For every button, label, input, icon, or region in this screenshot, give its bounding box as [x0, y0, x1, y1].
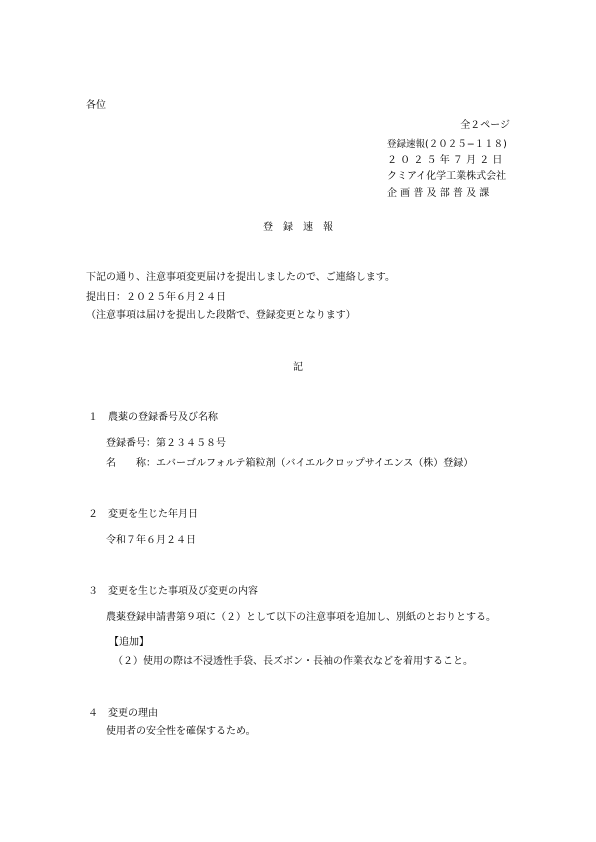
addition-tag: 【追加】: [109, 637, 149, 648]
section-heading: 変更の理由: [108, 708, 158, 719]
ki-heading: 記: [293, 362, 303, 373]
document-title: 登 録 速 報: [263, 222, 333, 233]
section-number: １: [88, 412, 98, 423]
addition-detail: （２）使用の際は不浸透性手袋、長ズボン・長袖の作業衣などを着用すること。: [113, 656, 473, 667]
company-name: クミアイ化学工業株式会社: [387, 171, 507, 182]
section-heading: 変更を生じた年月日: [108, 509, 198, 520]
change-content: 農薬登録申請書第９項に（２）として以下の注意事項を追加し、別紙のとおりとする。: [106, 612, 496, 623]
change-date: 令和７年６月２４日: [106, 535, 196, 546]
intro-note: （注意事項は届けを提出した段階で、登録変更となります）: [86, 310, 356, 321]
registration-number: 登録番号：第２３４５８号: [106, 438, 226, 449]
submission-date: 提出日：２０２５年６月２４日: [86, 292, 226, 303]
issue-date: ２ ０ ２ ５ 年 ７ 月 ２ 日: [387, 155, 503, 166]
section-number: ３: [88, 586, 98, 597]
page-count: 全２ページ: [460, 120, 510, 131]
section-heading: 農薬の登録番号及び名称: [108, 412, 218, 423]
report-number: 登録速報(２０２５−１１８): [387, 139, 507, 150]
addressee: 各位: [86, 100, 106, 111]
section-heading: 変更を生じた事項及び変更の内容: [108, 586, 258, 597]
department-name: 企 画 普 及 部 普 及 課: [387, 188, 490, 199]
section-number: ４: [88, 708, 98, 719]
change-reason: 使用者の安全性を確保するため。: [106, 726, 256, 737]
intro-text: 下記の通り、注意事項変更届けを提出しましたので、ご連絡します。: [86, 272, 395, 283]
section-number: ２: [88, 509, 98, 520]
product-name: 名 称：エバーゴルフォルテ箱粒剤（バイエルクロップサイエンス（株）登録）: [106, 458, 474, 469]
